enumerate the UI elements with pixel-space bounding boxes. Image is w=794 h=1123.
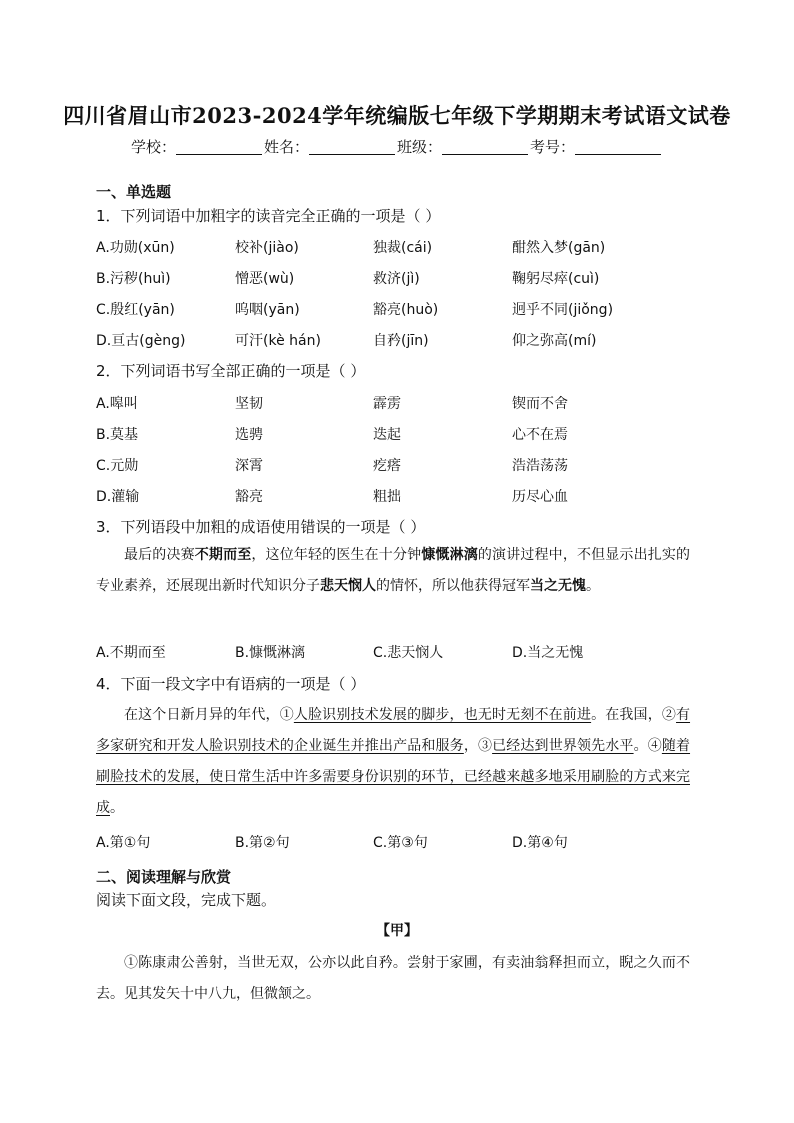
question-1-option-a bbox=[96, 237, 696, 257]
option-word: 霹雳 bbox=[373, 396, 401, 412]
passage-text: 。 bbox=[586, 578, 600, 594]
passage-text: 在这个日新月异的年代，① bbox=[124, 707, 294, 723]
option-word: 呜咽(yān) bbox=[235, 302, 300, 318]
exam-title: 四川省眉山市2023-2024学年统编版七年级下学期期末考试语文试卷 bbox=[63, 103, 731, 128]
option-word: 豁亮(huò) bbox=[373, 302, 439, 318]
question-1-option-b bbox=[96, 268, 696, 288]
section-heading-single-choice: 一、单选题 bbox=[96, 183, 172, 201]
reading-instruction: 阅读下面文段，完成下题。 bbox=[96, 891, 277, 909]
option-word: 历尽心血 bbox=[512, 489, 568, 505]
question-3-stem: 3．下列语段中加粗的成语使用错误的一项是（ ） bbox=[96, 518, 426, 536]
option-word: 锲而不舍 bbox=[512, 396, 568, 412]
option-word: D.亘古(gèng) bbox=[96, 333, 186, 349]
passage-text: 。 bbox=[110, 800, 124, 816]
option-word: 心不在焉 bbox=[512, 427, 568, 443]
question-2-option-d bbox=[96, 486, 696, 506]
option-word: A.嗥叫 bbox=[96, 396, 138, 412]
question-3-options bbox=[96, 642, 696, 662]
option-word: 选骋 bbox=[235, 427, 263, 443]
question-2-stem: 2．下列词语书写全部正确的一项是（ ） bbox=[96, 362, 366, 380]
question-4-passage bbox=[96, 700, 690, 824]
school-blank[interactable] bbox=[176, 140, 262, 155]
option-c: C.第③句 bbox=[373, 835, 428, 851]
question-3-passage bbox=[96, 540, 690, 602]
section-heading-reading: 二、阅读理解与欣赏 bbox=[96, 868, 232, 886]
option-word: 迭起 bbox=[373, 427, 401, 443]
bold-idiom: 悲天悯人 bbox=[320, 578, 376, 594]
option-word: 坚韧 bbox=[235, 396, 263, 412]
passage-text: 的演讲过程中，不但显示出扎实的专业素养，还展现出新时代知识分子 bbox=[96, 547, 691, 594]
option-word: 救济(jì) bbox=[373, 271, 420, 287]
number-label: 考号： bbox=[530, 138, 576, 156]
passage-text: 。在我国，② bbox=[591, 707, 677, 723]
class-label: 班级： bbox=[397, 138, 443, 156]
option-a: A.不期而至 bbox=[96, 645, 166, 661]
option-word: 酣然入梦(gān) bbox=[512, 240, 606, 256]
question-1-stem: 1．下列词语中加粗字的读音完全正确的一项是（ ） bbox=[96, 207, 441, 225]
question-4-options bbox=[96, 832, 696, 852]
option-word: 憎恶(wù) bbox=[235, 271, 295, 287]
reading-paragraph-1: ①陈康肃公善射，当世无双，公亦以此自矜。尝射于家圃，有卖油翁释担而立，睨之久而不去。见其发矢十中八九，但微颔之。 bbox=[96, 955, 690, 1002]
question-2-option-b bbox=[96, 424, 696, 444]
option-d: D.当之无愧 bbox=[512, 645, 584, 661]
underlined-sentence: 随着刷脸技术的发展，使日常生活中许多需要身份识别的环节，已经越来越多地采用刷脸的方式来完成 bbox=[96, 738, 691, 816]
question-1-option-d bbox=[96, 330, 696, 350]
question-1-option-c bbox=[96, 299, 696, 319]
passage-label-jia: 【甲】 bbox=[376, 923, 418, 939]
option-word: D.灌输 bbox=[96, 489, 140, 505]
name-blank[interactable] bbox=[309, 140, 395, 155]
number-blank[interactable] bbox=[575, 140, 661, 155]
option-word: A.功勋(xūn) bbox=[96, 240, 175, 256]
reading-passage bbox=[96, 948, 690, 1010]
bold-idiom: 不期而至 bbox=[194, 547, 252, 563]
option-word: 可汗(kè hán) bbox=[235, 333, 321, 349]
option-word: 自矜(jīn) bbox=[373, 333, 429, 349]
passage-text: 的情怀，所以他获得冠军 bbox=[376, 578, 530, 594]
passage-text: ，③ bbox=[463, 738, 493, 754]
passage-text: 最后的决赛 bbox=[124, 547, 195, 563]
bold-idiom: 当之无愧 bbox=[530, 578, 586, 594]
option-word: 仰之弥高(mí) bbox=[512, 333, 597, 349]
question-2-option-a bbox=[96, 393, 696, 413]
underlined-sentence: 有多家研究和开发人脸识别技术的企业诞生并推出产品和服务 bbox=[96, 707, 691, 754]
option-b: B.慷慨淋漓 bbox=[235, 645, 306, 661]
option-word: 粗拙 bbox=[373, 489, 401, 505]
option-word: 迥乎不同(jiǒng) bbox=[512, 302, 614, 318]
option-d: D.第④句 bbox=[512, 835, 568, 851]
option-word: C.殷红(yān) bbox=[96, 302, 175, 318]
option-word: 校补(jiào) bbox=[235, 240, 299, 256]
option-word: 豁亮 bbox=[235, 489, 263, 505]
option-b: B.第②句 bbox=[235, 835, 290, 851]
class-blank[interactable] bbox=[442, 140, 528, 155]
option-word: 疙瘩 bbox=[373, 458, 401, 474]
school-label: 学校： bbox=[130, 138, 176, 156]
option-word: B.污秽(huì) bbox=[96, 271, 171, 287]
passage-text: ，这位年轻的医生在十分钟 bbox=[251, 547, 422, 563]
option-c: C.悲天悯人 bbox=[373, 645, 444, 661]
option-word: 独裁(cái) bbox=[373, 240, 433, 256]
underlined-sentence: 人脸识别技术发展的脚步，也无时无刻不在前进 bbox=[293, 707, 592, 723]
name-label: 姓名： bbox=[263, 138, 309, 156]
underlined-sentence: 已经达到世界领先水平 bbox=[492, 738, 634, 754]
option-word: B.莫基 bbox=[96, 427, 139, 443]
option-word: C.元勋 bbox=[96, 458, 139, 474]
student-info-line bbox=[0, 136, 794, 157]
option-a: A.第①句 bbox=[96, 835, 151, 851]
passage-text: 。④ bbox=[633, 738, 662, 754]
question-4-stem: 4．下面一段文字中有语病的一项是（ ） bbox=[96, 675, 366, 693]
question-2-option-c bbox=[96, 455, 696, 475]
option-word: 深霄 bbox=[235, 458, 263, 474]
bold-idiom: 慷慨淋漓 bbox=[421, 547, 478, 563]
option-word: 浩浩荡荡 bbox=[512, 458, 568, 474]
option-word: 鞠躬尽瘁(cuì) bbox=[512, 271, 600, 287]
